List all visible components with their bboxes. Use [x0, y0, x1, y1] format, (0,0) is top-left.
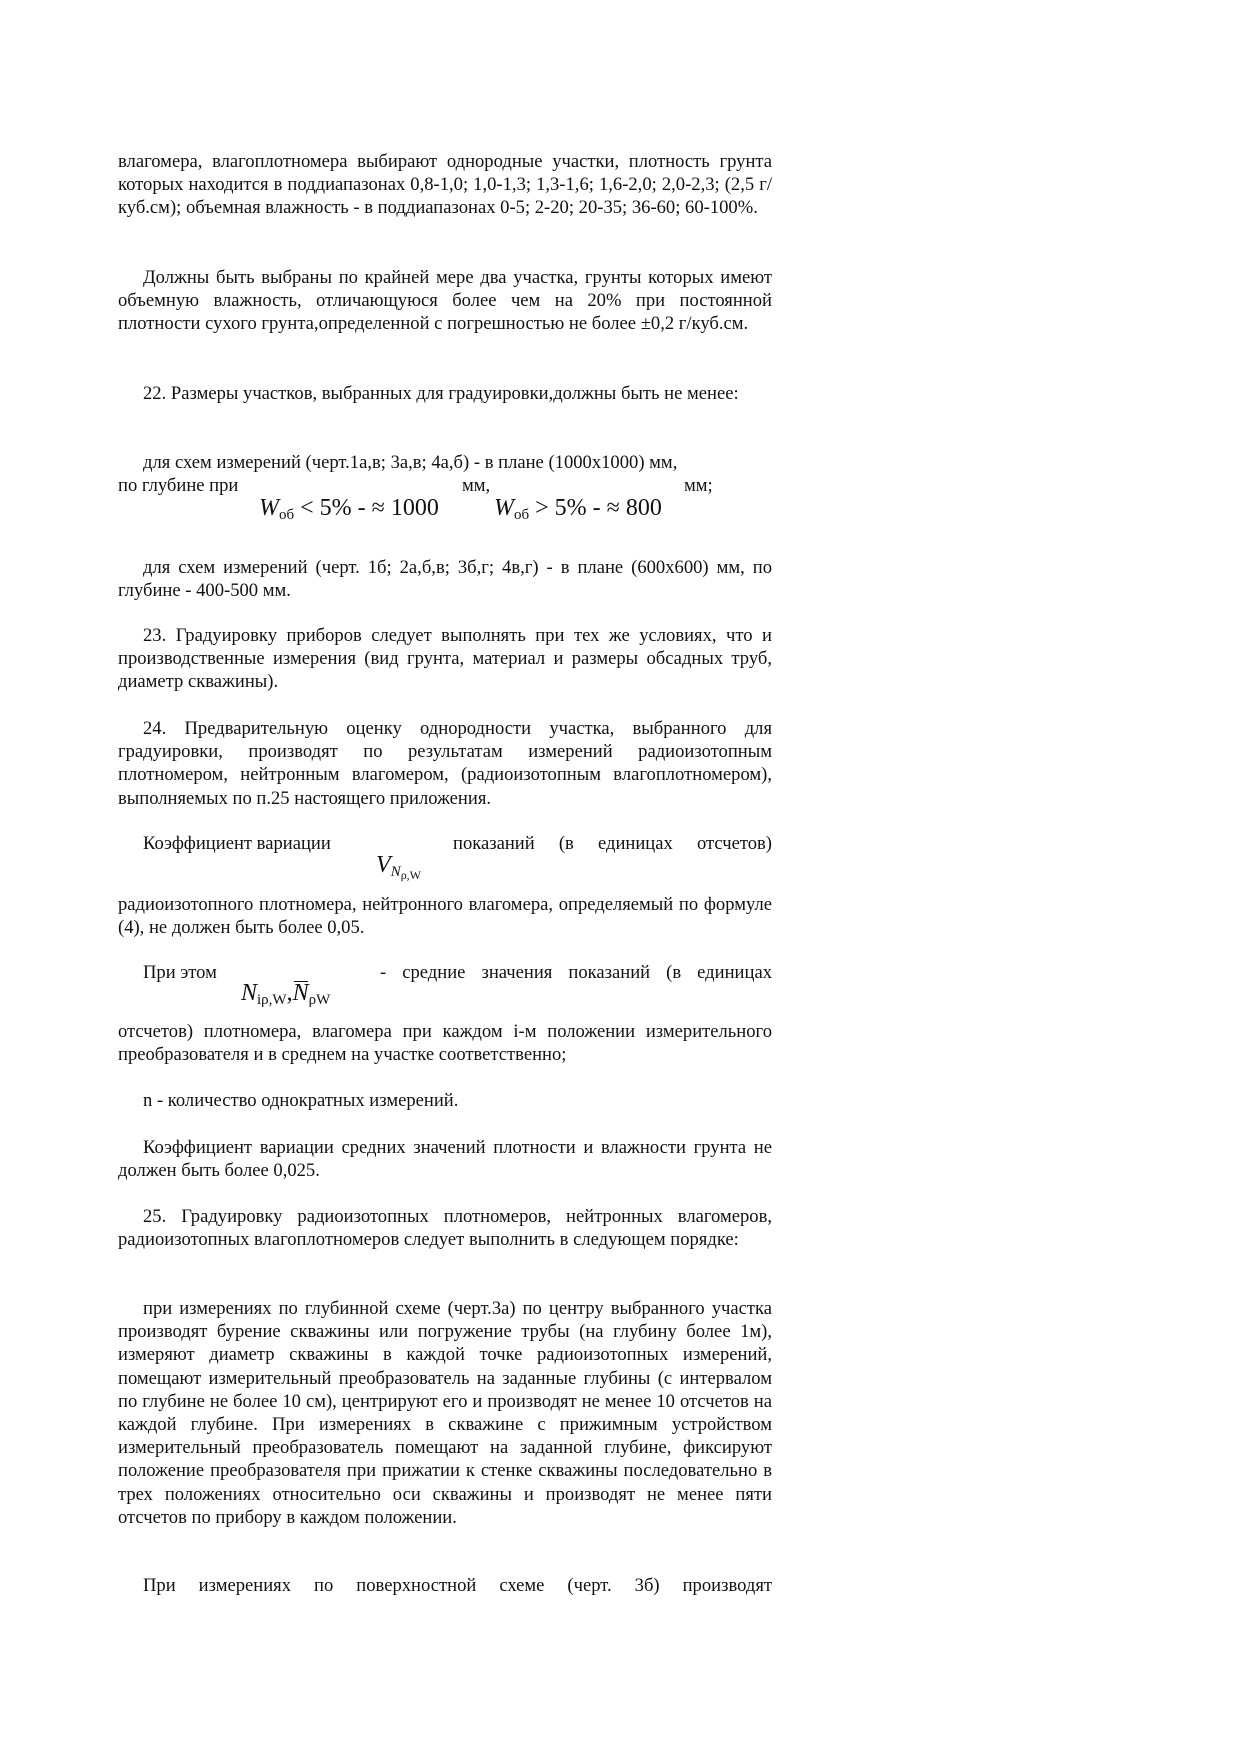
formula-moisture-high	[494, 495, 662, 524]
paragraph-10-prefix: При этом	[143, 962, 217, 983]
paragraph-2: Должны быть выбраны по крайней мере два участка, грунты которых имеют объемную влажность, отличающуюся более чем на 20% при постоянной плотности сухого грунта,определенной с погрешностью не более ±0,2 г/куб.см.	[118, 267, 772, 335]
paragraph-15: при измерениях по глубинной схеме (черт.3а) по центру выбранного участка производят бурение скважины или погружение трубы (на глубину более 1м), измеряют диаметр скважины в каждой точке радиоизотопных измерений, помещают измерительный преобразователь на заданные глубины (с интервалом по глубине не более 10 см), центрируют его и производят не менее 10 отсчетов на каждой глубине. При измерениях в скважине с прижимным устройством измерительный преобразователь помещают на заданной глубине, фиксируют положение преобразователя при прижатии к стенке скважины последовательно в трех положениях относительно оси скважины и производят не менее пяти отсчетов по прибору в каждом положении.	[118, 1298, 772, 1528]
formula-expression: > 5% - ≈ 800	[535, 495, 662, 521]
formula-sub-subscript: ρ,W	[400, 868, 422, 882]
formula-subscript: iρ,W	[257, 992, 287, 1008]
formula-subscript: ρW	[308, 992, 331, 1008]
paragraph-4-unit-1: мм,	[462, 475, 491, 496]
paragraph-14: 25. Градуировку радиоизотопных плотномеров, нейтронных влагомеров, радиоизотопных влагоплотномеров следует выполнить в следующем порядке:	[118, 1206, 772, 1251]
formula-mean-variable: N	[292, 980, 309, 1006]
formula-subscript: об	[279, 507, 295, 523]
formula-separator: ,	[286, 980, 293, 1006]
formula-moisture-low	[259, 495, 439, 524]
paragraph-10-suffix: - средние значения показаний (в единицах	[380, 962, 772, 983]
paragraph-7: 24. Предварительную оценку однородности участка, выбранного для градуировки, производят по результатам измерений радиоизотопным плотномером, нейтронным влагомером, (радиоизотопным влагоплотномером), выполняемых по п.25 настоящего приложения.	[118, 718, 772, 809]
formula-variable: V	[376, 852, 391, 878]
formula-variable: W	[259, 495, 279, 521]
formula-subscript: об	[514, 507, 530, 523]
paragraph-5: для схем измерений (черт. 1б; 2а,б,в; 3б,г; 4в,г) - в плане (600х600) мм, по глубине - 400-500 мм.	[118, 557, 772, 602]
paragraph-8-prefix: Коэффициент вариации	[143, 833, 331, 854]
formula-mean-readings	[241, 980, 330, 1009]
formula-variable: N	[241, 980, 258, 1006]
paragraph-4-unit-2: мм;	[684, 475, 713, 496]
paragraph-16: При измерениях по поверхностной схеме (черт. 3б) производят	[143, 1575, 772, 1596]
formula-sub-variable: N	[390, 864, 401, 880]
paragraph-3: 22. Размеры участков, выбранных для градуировки,должны быть не менее:	[143, 383, 739, 404]
paragraph-6: 23. Градуировку приборов следует выполнять при тех же условиях, что и производственные измерения (вид грунта, материал и размеры обсадных труб, диаметр скважины).	[118, 625, 772, 693]
formula-variable: W	[494, 495, 514, 521]
paragraph-11: отсчетов) плотномера, влагомера при каждом i-м положении измерительного преобразователя и в среднем на участке соответственно;	[118, 1021, 772, 1066]
paragraph-13: Коэффициент вариации средних значений плотности и влажности грунта не должен быть более 0,025.	[118, 1137, 772, 1182]
paragraph-9: радиоизотопного плотномера, нейтронного влагомера, определяемый по формуле (4), не должен быть более 0,05.	[118, 894, 772, 939]
paragraph-4-line-1: для схем измерений (черт.1а,в; 3а,в; 4а,б) - в плане (1000х1000) мм,	[143, 452, 678, 473]
paragraph-1: влагомера, влагоплотномера выбирают однородные участки, плотность грунта которых находится в поддиапазонах 0,8-1,0; 1,0-1,3; 1,3-1,6; 1,6-2,0; 2,0-2,3; (2,5 г/куб.см); объемная влажность - в поддиапазонах 0-5; 2-20; 20-35; 36-60; 60-100%.	[118, 151, 772, 219]
formula-variation-coefficient	[376, 852, 421, 883]
paragraph-4-prefix: по глубине при	[118, 475, 239, 496]
paragraph-8-suffix: показаний (в единицах отсчетов)	[453, 833, 772, 854]
formula-expression: < 5% - ≈ 1000	[300, 495, 439, 521]
paragraph-12: n - количество однократных измерений.	[143, 1090, 459, 1111]
